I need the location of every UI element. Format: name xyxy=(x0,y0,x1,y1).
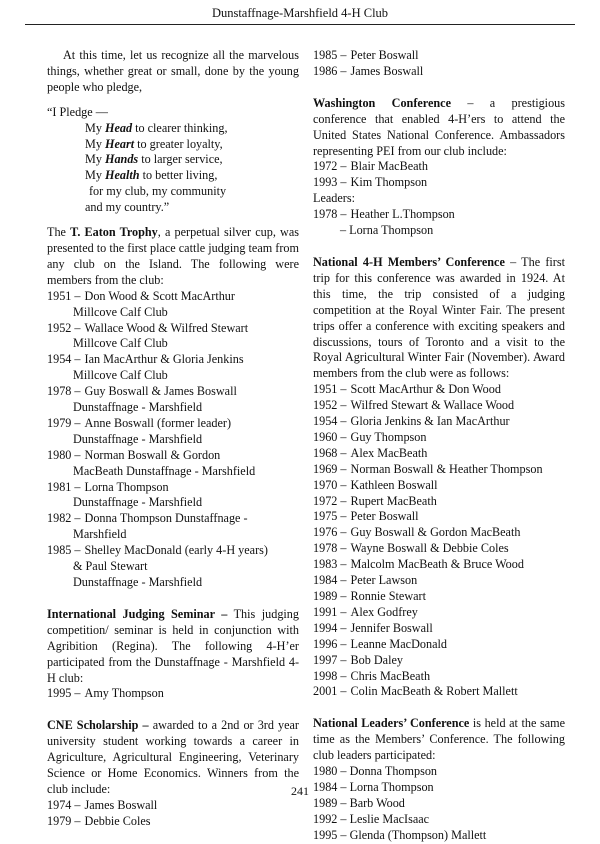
pledge-line-hands: My Hands to larger service, xyxy=(85,152,223,167)
list-item: 1972 – Blair MacBeath xyxy=(313,159,429,174)
list-item: 1994 – Jennifer Boswall xyxy=(313,620,433,635)
list-item: 1951 – Don Wood & Scott MacArthur Millcove Calf Club xyxy=(47,288,235,319)
list-item: 1995 – Amy Thompson xyxy=(47,686,164,701)
list-item: 1974 – James Boswall xyxy=(47,797,158,812)
pledge-lines xyxy=(47,121,299,216)
list-item: 1978 – Guy Boswall & James Boswall Dunstaffnage - Marshfield xyxy=(47,384,237,415)
list-item: 1985 – Peter Boswall xyxy=(313,48,419,62)
list-item: 1968 – Alex MacBeath xyxy=(313,445,428,460)
list-item: 2001 – Colin MacBeath & Robert Mallett xyxy=(313,684,518,699)
national-members-list xyxy=(313,382,565,700)
pledge-line-health: My Health to better living, xyxy=(85,168,218,183)
ijs-paragraph: International Judging Seminar – This judging competition/ seminar is held in conjunction with Agribition (Regina). The following 4-H’er participated from the Dunstaffnage - Marshfield 4-H club: xyxy=(47,606,299,685)
list-item: 1970 – Kathleen Boswall xyxy=(313,477,438,492)
list-item: 1998 – Chris MacBeath xyxy=(313,668,431,683)
national-leaders-paragraph: National Leaders’ Conference is held at the same time as the Members’ Conference. The following club leaders participated: xyxy=(313,716,565,763)
list-item: 1983 – Malcolm MacBeath & Bruce Wood xyxy=(313,557,524,572)
national-leaders-heading: National Leaders’ Conference xyxy=(313,716,470,731)
list-item: 1978 – Wayne Boswall & Debbie Coles xyxy=(313,541,509,556)
list-item: – Lorna Thompson xyxy=(340,223,434,238)
list-item: 1972 – Rupert MacBeath xyxy=(313,493,437,508)
list-item: 1952 – Wallace Wood & Wilfred Stewart Millcove Calf Club xyxy=(47,320,249,351)
list-item: 1979 – Debbie Coles xyxy=(47,813,151,828)
list-item: 1960 – Guy Thompson xyxy=(313,429,427,444)
pledge-line-head: My Head to clearer thinking, xyxy=(85,120,228,135)
list-item: 1982 – Donna Thompson Dunstaffnage - Marshfield xyxy=(47,511,248,542)
list-item: 1981 – Lorna Thompson Dunstaffnage - Marshfield xyxy=(47,479,203,510)
pledge-tail-1: for my club, my community xyxy=(89,184,227,199)
list-item: 1969 – Norman Boswall & Heather Thompson xyxy=(313,461,543,476)
intro-paragraph: At this time, let us recognize all the marvelous things, whether great or small, done by the young people who pledge, xyxy=(47,48,299,94)
list-item: 1954 – Gloria Jenkins & Ian MacArthur xyxy=(313,414,510,429)
eaton-list xyxy=(47,289,299,591)
cne-paragraph: CNE Scholarship – awarded to a 2nd or 3rd year university student working towards a career in Agriculture, Agricultural Engineering, Veterinary Science or Home Economics. Winners from the club include: xyxy=(47,718,299,796)
eaton-paragraph: The T. Eaton Trophy, a perpetual silver cup, was presented to the first place cattle judging team from any club on the Island. The following were members from the club: xyxy=(47,225,300,287)
list-item: 1984 – Lorna Thompson xyxy=(313,779,434,794)
eaton-heading: T. Eaton Trophy xyxy=(70,225,158,240)
national-leaders-list xyxy=(313,764,565,844)
list-item: 1952 – Wilfred Stewart & Wallace Wood xyxy=(313,398,515,413)
list-item: 1986 – James Boswall xyxy=(313,63,424,78)
list-item: 1991 – Alex Godfrey xyxy=(313,604,418,619)
list-item: 1989 – Barb Wood xyxy=(313,795,405,810)
list-item: 1979 – Anne Boswall (former leader) Dunstaffnage - Marshfield xyxy=(47,415,232,446)
right-column xyxy=(313,48,565,844)
washington-paragraph: Washington Conference – a prestigious conference that enabled 4-H’ers to attend the United States National Conference. Ambassadors representing PEI from our club include: xyxy=(313,95,565,158)
running-header: Dunstaffnage-Marshfield 4-H Club xyxy=(25,6,575,25)
list-item: 1951 – Scott MacArthur & Don Wood xyxy=(313,382,501,397)
list-item: 1980 – Norman Boswall & Gordon MacBeath Dunstaffnage - Marshfield xyxy=(47,447,256,478)
page-number: 241 xyxy=(291,784,309,798)
list-item: 1989 – Ronnie Stewart xyxy=(313,589,426,603)
list-item: 1980 – Donna Thompson xyxy=(313,764,438,779)
list-item: 1954 – Ian MacArthur & Gloria Jenkins Millcove Calf Club xyxy=(47,352,244,383)
list-item: 1978 – Heather L.Thompson xyxy=(313,207,455,222)
leaders-label: Leaders: xyxy=(313,191,355,206)
pledge-tail-2: and my country.” xyxy=(85,200,170,215)
national-members-heading: National 4-H Members’ Conference xyxy=(313,254,505,269)
list-item: 1992 – Leslie MacIsaac xyxy=(313,811,430,826)
ijs-heading: International Judging Seminar – xyxy=(47,606,228,621)
list-item: 1993 – Kim Thompson xyxy=(313,175,428,190)
list-item: 1995 – Glenda (Thompson) Mallett xyxy=(313,827,487,842)
list-item: 1976 – Guy Boswall & Gordon MacBeath xyxy=(313,525,521,540)
list-item: 1975 – Peter Boswall xyxy=(313,509,419,524)
cne-heading: CNE Scholarship – xyxy=(47,718,149,733)
left-column xyxy=(47,48,299,830)
list-item: 1984 – Peter Lawson xyxy=(313,573,418,588)
pledge-line-heart: My Heart to greater loyalty, xyxy=(85,136,223,151)
pledge-open: “I Pledge — xyxy=(47,104,108,119)
national-members-paragraph: National 4-H Members’ Conference – The first trip for this conference was awarded in 1924. At this time, the trip consisted of a judging competition at the Royal Winter Fair. The present trips offer a conference with exciting speakers and discussions, tours of Toronto and a visit to the Royal Agricultural Winter Fair (November). Award members from the club were as follows: xyxy=(313,254,565,381)
list-item: 1985 – Shelley MacDonald (early 4-H years) & Paul Stewart Dunstaffnage - Marshfield xyxy=(47,543,268,589)
list-item: 1997 – Bob Daley xyxy=(313,652,403,667)
list-item: 1996 – Leanne MacDonald xyxy=(313,636,447,651)
washington-heading: Washington Conference xyxy=(313,95,451,110)
